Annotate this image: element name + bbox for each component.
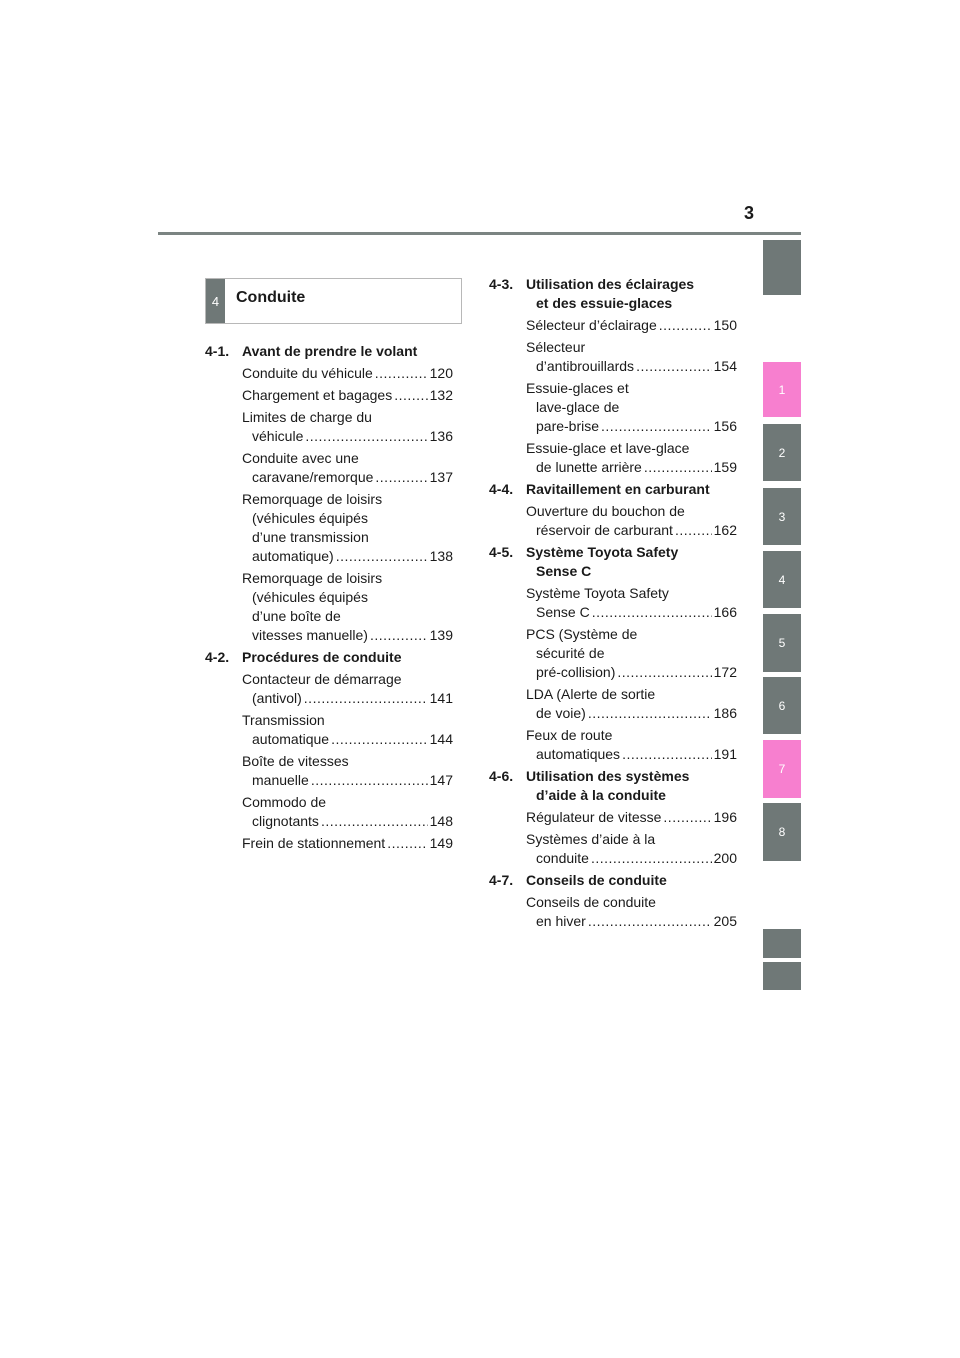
toc-entry-text: Transmission <box>242 712 325 728</box>
toc-entry-text: Contacteur de démarrage <box>242 671 402 687</box>
toc-entry-text: vitesses manuelle) <box>252 627 368 643</box>
page-reference: 141 <box>429 690 453 706</box>
chapter-tab-3[interactable]: 3 <box>763 488 801 545</box>
toc-entry-text: Chargement et bagages <box>242 387 393 403</box>
dot-leader <box>375 468 427 487</box>
toc-entry[interactable] <box>205 834 453 853</box>
chapter-heading[interactable] <box>489 275 737 313</box>
toc-entry-text: automatiques <box>536 746 621 762</box>
dot-leader <box>370 626 428 645</box>
toc-entry[interactable] <box>489 439 737 477</box>
toc-entry-text: PCS (Système de <box>526 626 638 642</box>
toc-entry-text: (antivol) <box>252 690 302 706</box>
toc-entry[interactable] <box>205 364 453 383</box>
chapter-tab-blank[interactable] <box>763 240 801 295</box>
toc-entry-text: automatique) <box>252 548 334 564</box>
toc-entry-text: Essuie-glace et lave-glace <box>526 440 690 456</box>
page-reference: 186 <box>713 705 737 721</box>
toc-entry-text: manuelle <box>252 772 309 788</box>
chapter-title: Conseils de conduite <box>526 872 667 888</box>
dot-leader <box>592 603 712 622</box>
page-reference: 154 <box>713 358 737 374</box>
page-reference: 132 <box>429 387 453 403</box>
dot-leader <box>617 663 711 682</box>
chapter-tab-2[interactable]: 2 <box>763 424 801 481</box>
chapter-tab-8[interactable]: 8 <box>763 803 801 861</box>
chapter-tab-1[interactable]: 1 <box>763 362 801 417</box>
page-reference: 148 <box>429 813 453 829</box>
chapter-title: Ravitaillement en carburant <box>526 481 710 497</box>
toc-entry-text: Frein de stationnement <box>242 835 386 851</box>
dot-leader <box>659 316 712 335</box>
header-rule <box>158 232 801 235</box>
section-number: 4 <box>206 279 225 323</box>
toc-entry[interactable] <box>205 449 453 487</box>
chapter-tab-4[interactable]: 4 <box>763 551 801 608</box>
chapter-number: 4-7. <box>489 872 514 888</box>
toc-entry-text: Régulateur de vitesse <box>526 809 662 825</box>
toc-entry-text: Limites de charge du <box>242 409 372 425</box>
page-reference: 166 <box>713 604 737 620</box>
dot-leader <box>588 704 712 723</box>
page-reference: 200 <box>713 850 737 866</box>
toc-entry-text: Ouverture du bouchon de <box>526 503 685 519</box>
section-header <box>205 278 462 324</box>
section-title: Conduite <box>236 289 306 306</box>
chapter-tab-7[interactable]: 7 <box>763 740 801 798</box>
chapter-tab-5[interactable]: 5 <box>763 614 801 672</box>
chapter-tab-6[interactable]: 6 <box>763 677 801 734</box>
page-reference: 144 <box>429 731 453 747</box>
toc-entry-text: Conduite avec une <box>242 450 359 466</box>
toc-entry[interactable] <box>205 490 453 566</box>
toc-entry-text: Commodo de <box>242 794 327 810</box>
toc-entry-text: automatique <box>252 731 330 747</box>
page-reference: 147 <box>429 772 453 788</box>
toc-entry-text: pré-collision) <box>536 664 616 680</box>
dot-leader <box>644 458 712 477</box>
chapter-number: 4-6. <box>489 768 514 784</box>
toc-entry-text: d’une boîte de <box>252 608 341 624</box>
toc-entry-text: de voie) <box>536 705 586 721</box>
toc-entry-text: clignotants <box>252 813 319 829</box>
toc-entry-text: (véhicules équipés <box>252 589 368 605</box>
page-reference: 150 <box>713 317 737 333</box>
toc-entry-text: Systèmes d’aide à la <box>526 831 656 847</box>
page-number: 3 <box>744 203 755 223</box>
chapter-heading[interactable] <box>489 767 737 805</box>
dot-leader <box>663 808 711 827</box>
toc-entry[interactable] <box>489 502 737 540</box>
chapter-heading[interactable] <box>205 342 453 361</box>
chapter-title: et des essuie-glaces <box>536 295 673 311</box>
toc-entry-text: réservoir de carburant <box>536 522 673 538</box>
page-reference: 196 <box>713 809 737 825</box>
toc-entry[interactable] <box>205 569 453 645</box>
chapter-heading[interactable] <box>489 871 737 890</box>
dot-leader <box>375 364 428 383</box>
dot-leader <box>321 812 428 831</box>
chapter-title: Sense C <box>536 563 592 579</box>
dot-leader <box>387 834 427 853</box>
toc-entry-text: Système Toyota Safety <box>526 585 669 601</box>
toc-entry[interactable] <box>205 408 453 446</box>
toc-entry-text: d’antibrouillards <box>536 358 635 374</box>
toc-entry-text: de lunette arrière <box>536 459 642 475</box>
page-reference: 162 <box>713 522 737 538</box>
toc-entry[interactable] <box>489 808 737 827</box>
toc-entry-text: LDA (Alerte de sortie <box>526 686 656 702</box>
toc-entry[interactable] <box>205 752 453 790</box>
toc-entry-text: pare-brise <box>536 418 600 434</box>
toc-entry[interactable] <box>489 893 737 931</box>
toc-entry-text: Sélecteur d’éclairage <box>526 317 657 333</box>
chapter-number: 4-3. <box>489 276 514 292</box>
page-reference: 137 <box>429 469 453 485</box>
toc-entry-text: véhicule <box>252 428 304 444</box>
dot-leader <box>636 357 712 376</box>
dot-leader <box>311 771 428 790</box>
dot-leader <box>675 521 712 540</box>
toc-entry-text: Conduite du véhicule <box>242 365 373 381</box>
page-reference: 191 <box>713 746 737 762</box>
page-reference: 156 <box>713 418 737 434</box>
page-reference: 139 <box>429 627 453 643</box>
page-reference: 159 <box>713 459 737 475</box>
toc-entry-text: Remorquage de loisirs <box>242 570 383 586</box>
toc-entry-text: Conseils de conduite <box>526 894 656 910</box>
toc-left-column <box>205 342 453 856</box>
dot-leader <box>588 912 712 931</box>
toc-entry-text: Boîte de vitesses <box>242 753 349 769</box>
dot-leader <box>305 427 427 446</box>
chapter-heading[interactable] <box>489 543 737 581</box>
chapter-title: Avant de prendre le volant <box>242 343 418 359</box>
chapter-number: 4-4. <box>489 481 514 497</box>
toc-right-column <box>489 275 737 934</box>
page-reference: 138 <box>429 548 453 564</box>
chapter-tab-blank[interactable] <box>763 929 801 958</box>
chapter-number: 4-1. <box>205 343 230 359</box>
toc-entry-text: Essuie-glaces et <box>526 380 629 396</box>
toc-entry-text: lave-glace de <box>536 399 620 415</box>
toc-entry-text: Sense C <box>536 604 590 620</box>
toc-entry-text: sécurité de <box>536 645 605 661</box>
page-reference: 172 <box>713 664 737 680</box>
chapter-number: 4-5. <box>489 544 514 560</box>
toc-entry[interactable] <box>489 830 737 868</box>
toc-entry[interactable] <box>489 316 737 335</box>
toc-entry-text: (véhicules équipés <box>252 510 368 526</box>
toc-entry[interactable] <box>205 386 453 405</box>
toc-entry[interactable] <box>489 338 737 376</box>
chapter-title: d’aide à la conduite <box>536 787 666 803</box>
page-reference: 149 <box>429 835 453 851</box>
toc-entry[interactable] <box>489 379 737 436</box>
toc-entry[interactable] <box>489 625 737 682</box>
chapter-title: Utilisation des systèmes <box>526 768 690 784</box>
dot-leader <box>304 689 428 708</box>
chapter-title: Procédures de conduite <box>242 649 402 665</box>
dot-leader <box>601 417 712 436</box>
toc-entry-text: d’une transmission <box>252 529 369 545</box>
dot-leader <box>336 547 428 566</box>
page-reference: 136 <box>429 428 453 444</box>
toc-entry[interactable] <box>205 793 453 831</box>
chapter-title: Système Toyota Safety <box>526 544 679 560</box>
toc-entry[interactable] <box>205 670 453 708</box>
toc-entry[interactable] <box>205 711 453 749</box>
chapter-heading[interactable] <box>489 480 737 499</box>
dot-leader <box>622 745 712 764</box>
chapter-title: Utilisation des éclairages <box>526 276 695 292</box>
chapter-heading[interactable] <box>205 648 453 667</box>
toc-entry-text: conduite <box>536 850 589 866</box>
toc-entry-text: Feux de route <box>526 727 613 743</box>
page-reference: 120 <box>429 365 453 381</box>
toc-entry[interactable] <box>489 685 737 723</box>
toc-entry-text: Sélecteur <box>526 339 586 355</box>
chapter-tab-blank[interactable] <box>763 962 801 990</box>
toc-entry-text: caravane/remorque <box>252 469 374 485</box>
chapter-number: 4-2. <box>205 649 230 665</box>
dot-leader <box>331 730 428 749</box>
toc-entry-text: en hiver <box>536 913 586 929</box>
dot-leader <box>591 849 712 868</box>
toc-entry[interactable] <box>489 726 737 764</box>
page-reference: 205 <box>713 913 737 929</box>
toc-entry-text: Remorquage de loisirs <box>242 491 383 507</box>
toc-entry[interactable] <box>489 584 737 622</box>
dot-leader <box>394 386 427 405</box>
